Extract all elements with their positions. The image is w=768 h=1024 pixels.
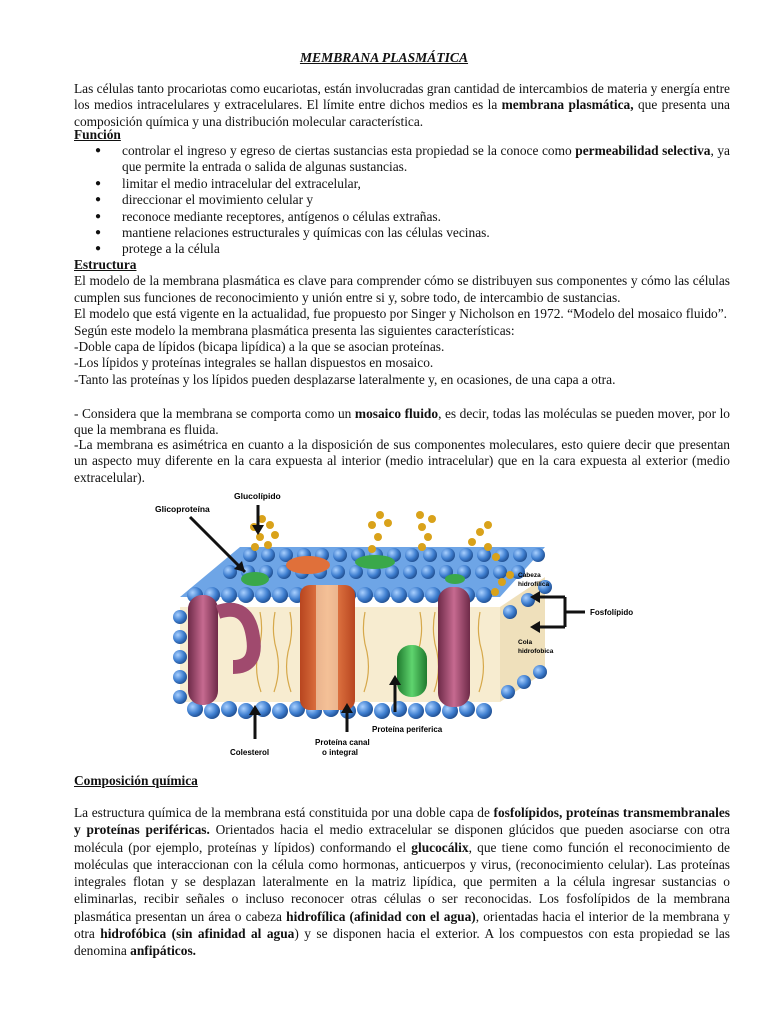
- characteristic-4-text-end: , es decir, todas las moléculas se pueden mover, por lo que la membrana es fluida.: [74, 406, 730, 438]
- channel-protein: [300, 585, 355, 710]
- list-item: [74, 225, 730, 241]
- composicion-bold-4: hidrofóbica (sin afinidad al agua: [100, 926, 295, 942]
- list-item-text: direccionar el movimiento celular y: [122, 192, 314, 208]
- peripheral-protein: [397, 645, 427, 697]
- composicion-text-4: , orientadas hacia el interior de la membrana y otra: [74, 908, 730, 942]
- list-item: [74, 209, 730, 225]
- list-item-text: mantiene relaciones estructurales y químicas con las células vecinas.: [122, 225, 490, 241]
- characteristic-4-text: - Considera que la membrana se comporta como un: [74, 406, 355, 421]
- composicion-paragraph: [74, 804, 730, 960]
- funcion-heading-text: Función: [74, 127, 121, 142]
- label-glucolipido: Glucolípido: [234, 491, 281, 501]
- estructura-paragraph-1: El modelo de la membrana plasmática es clave para comprender cómo se distribuyen sus componentes y cómo las células cumplen sus funciones de reconocimiento y unión entre si y, sobre todo, de intercambio de sustancias.: [74, 273, 730, 305]
- funcion-list: [74, 143, 730, 258]
- label-colesterol: Colesterol: [230, 748, 270, 757]
- list-item: [74, 241, 730, 257]
- list-item: [74, 192, 730, 208]
- list-item-text: limitar el medio intracelular del extracelular,: [122, 175, 361, 191]
- estructura-heading: Estructura: [74, 257, 137, 272]
- intro-bold: membrana plasmática,: [501, 97, 634, 113]
- label-proteina-periferica: Proteína periferica: [372, 725, 443, 734]
- bullet-icon: ●: [94, 210, 102, 222]
- top-head-layer: [180, 547, 545, 603]
- intro-text-end: que presenta una composición química y una distribución molecular característica.: [74, 97, 730, 129]
- characteristic-5: -La membrana es asimétrica en cuanto a la disposición de sus componentes moleculares, esto quiere decir que presentan un aspecto muy diferente en la cara expuesta al interior (medio intracelular) que en la cara expuesta al exterior (medio extracelular).: [74, 437, 730, 485]
- label-cola: Cola: [518, 639, 533, 646]
- funcion-heading: [74, 127, 730, 143]
- list-item-text: protege a la célula: [122, 241, 220, 257]
- characteristic-1: -Doble capa de lípidos (bicapa lipídica) a la que se asocian proteínas.: [74, 339, 445, 355]
- list-item: [74, 176, 730, 192]
- bullet-icon: ●: [94, 177, 102, 189]
- label-proteina-canal: Proteína canal: [315, 738, 370, 747]
- page-title: MEMBRANA PLASMÁTICA: [299, 50, 469, 65]
- composicion-text-2: Orientados hacia el medio extracelular se disponen glúcidos que pueden asociarse con otra molécula (por ejemplo, proteínas y lípidos) conformando el: [74, 822, 731, 855]
- label-fosfolipido: Fosfolípido: [590, 608, 634, 617]
- composicion-text-5: ) y se disponen hacia el exterior. A los compuestos con esta propiedad se las denomina: [74, 926, 730, 959]
- estructura-paragraph-2: El modelo que está vigente en la actualidad, fue propuesto por Singer y Nicholson en 1972. “Modelo del mosaico fluido”.: [74, 306, 727, 322]
- label-glicoproteina: Glicoproteína: [155, 504, 210, 514]
- bullet-icon: ●: [94, 243, 102, 255]
- characteristic-4-bold: mosaico fluido: [354, 406, 439, 421]
- characteristic-3: -Tanto las proteínas y los lípidos pueden desplazarse lateralmente y, en ocasiones, de una capa a otra.: [74, 371, 616, 387]
- label-cabeza: Cabeza: [518, 572, 541, 579]
- estructura-paragraph-3: Según este modelo la membrana plasmática presenta las siguientes características:: [74, 322, 515, 338]
- channel-top: [286, 556, 330, 574]
- composicion-bold-3: hidrofílica (afinidad con el agua): [286, 908, 476, 924]
- label-hidrofobica: hidrofobica: [518, 648, 554, 655]
- composicion-text-3: , que tiene como función el reconocimiento de moléculas que interaccionan con la célula como hormonas, anticuerpos y virus, (reconocimiento celular). Las proteínas integrales flotan y se desplazan lateralmente en la matriz lipídica, que permiten a la célula ingresar sustancias o eliminarlas, recibir señales o incluso reconocer otras células o ser reconocidas. Los fosfolípidos de la membrana plasmática presentan un área o cabeza: [74, 839, 730, 924]
- bullet-icon: ●: [94, 227, 102, 239]
- characteristic-2: -Los lípidos y proteínas integrales se hallan dispuestos en mosaico.: [74, 355, 434, 371]
- membrane-diagram: [150, 487, 670, 762]
- list-item: [74, 143, 730, 176]
- composicion-heading: [74, 773, 730, 789]
- list-item-bold: permeabilidad selectiva: [575, 143, 711, 158]
- list-item-text: reconoce mediante receptores, antígenos o células extrañas.: [122, 208, 441, 224]
- list-item-text: controlar el ingreso y egreso de ciertas sustancias esta propiedad se la conoce como: [122, 143, 576, 158]
- composicion-text-1: La estructura química de la membrana está constituida por una doble capa de: [74, 805, 494, 820]
- bullet-icon: ●: [94, 194, 102, 206]
- label-hidrofilica: hidrofílica: [518, 581, 550, 588]
- bullet-icon: ●: [94, 145, 102, 156]
- estructura-section: [74, 257, 730, 388]
- list-item-text-end: , ya que permite la entrada o salida de algunas sustancias.: [122, 143, 730, 175]
- composicion-bold-1: fosfolípidos, proteínas transmembranales y proteínas periféricas.: [74, 805, 730, 838]
- intro-text: Las células tanto procariotas como eucariotas, están involucradas gran cantidad de intercambios de materia y energía entre los medios intracelulares y extracelulares. El límite entre dichos medios es la: [74, 81, 730, 113]
- composicion-heading-text: Composición química: [74, 773, 198, 788]
- characteristic-4: [74, 406, 730, 439]
- intro-paragraph: [74, 81, 730, 130]
- label-o-integral: o integral: [322, 748, 359, 757]
- composicion-bold-2: glucocálix: [411, 839, 469, 855]
- composicion-bold-5: anfipáticos.: [130, 943, 196, 959]
- purple-protein-right: [438, 587, 470, 707]
